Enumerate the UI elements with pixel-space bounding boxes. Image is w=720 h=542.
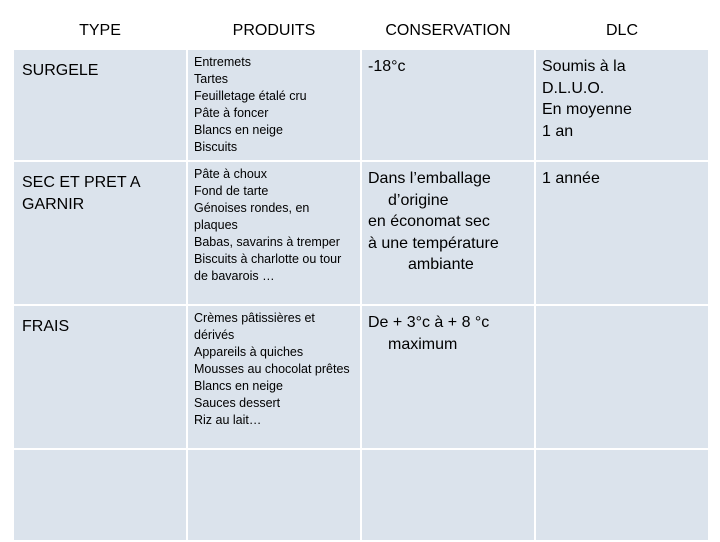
conservation-line: ambiante bbox=[408, 256, 474, 273]
conservation-cell bbox=[361, 305, 535, 449]
empty-cell bbox=[187, 449, 361, 541]
produit-item: Feuilletage étalé cru bbox=[194, 89, 307, 103]
produit-item: Génoises rondes, en plaques bbox=[194, 201, 310, 232]
empty-cell bbox=[13, 449, 187, 541]
conservation-line: De + 3°c à + 8 °c bbox=[368, 314, 490, 331]
type-cell: FRAIS bbox=[13, 305, 187, 449]
produit-item: Pâte à foncer bbox=[194, 106, 269, 120]
produit-item: Riz au lait… bbox=[194, 413, 262, 427]
dlc-cell bbox=[535, 49, 709, 161]
produit-item: Pâte à choux bbox=[194, 167, 267, 181]
header-produits: PRODUITS bbox=[187, 13, 361, 49]
produit-item: Appareils à quiches bbox=[194, 345, 304, 359]
conservation-table bbox=[12, 12, 710, 542]
header-dlc: DLC bbox=[535, 13, 709, 49]
conservation-line: maximum bbox=[388, 335, 458, 353]
produit-item: Tartes bbox=[194, 72, 229, 86]
produits-cell bbox=[187, 49, 361, 161]
conservation-line: Dans l’emballage bbox=[368, 170, 491, 187]
conservation-line: à une température bbox=[368, 234, 499, 252]
produits-cell bbox=[187, 305, 361, 449]
table-row bbox=[13, 305, 709, 449]
produit-item: Babas, savarins à tremper bbox=[194, 235, 340, 249]
conservation-line: en économat sec bbox=[368, 213, 490, 230]
produit-item: Fond de tarte bbox=[194, 184, 269, 198]
dlc-cell bbox=[535, 305, 709, 449]
conservation-line: d’origine bbox=[388, 191, 449, 209]
dlc-cell bbox=[535, 161, 709, 305]
produit-item: Entremets bbox=[194, 55, 251, 69]
header-type: TYPE bbox=[13, 13, 187, 49]
type-cell: SURGELE bbox=[13, 49, 187, 161]
type-cell: SEC ET PRET A GARNIR bbox=[13, 161, 187, 305]
empty-cell bbox=[535, 449, 709, 541]
table-header-row bbox=[13, 13, 709, 49]
dlc-line: D.L.U.O. bbox=[542, 79, 605, 97]
conservation-cell bbox=[361, 161, 535, 305]
produit-item: Blancs en neige bbox=[194, 123, 283, 137]
table-row bbox=[13, 49, 709, 161]
dlc-line: En moyenne bbox=[542, 101, 632, 118]
produit-item: Mousses au chocolat prêtes bbox=[194, 362, 350, 376]
produit-item: Biscuits à charlotte ou tour de bavarois … bbox=[194, 252, 342, 283]
produit-item: Sauces dessert bbox=[194, 396, 281, 410]
dlc-line: Soumis à la bbox=[542, 58, 626, 75]
produits-cell bbox=[187, 161, 361, 305]
conservation-cell bbox=[361, 49, 535, 161]
conservation-line: -18°c bbox=[368, 58, 406, 75]
table-row bbox=[13, 161, 709, 305]
header-conservation: CONSERVATION bbox=[361, 13, 535, 49]
empty-cell bbox=[361, 449, 535, 541]
produit-item: Blancs en neige bbox=[194, 379, 283, 393]
dlc-line: 1 an bbox=[542, 122, 574, 140]
dlc-line: 1 année bbox=[542, 170, 600, 187]
empty-row bbox=[13, 449, 709, 541]
produit-item: Crèmes pâtissières et dérivés bbox=[194, 311, 315, 342]
produit-item: Biscuits bbox=[194, 140, 238, 154]
